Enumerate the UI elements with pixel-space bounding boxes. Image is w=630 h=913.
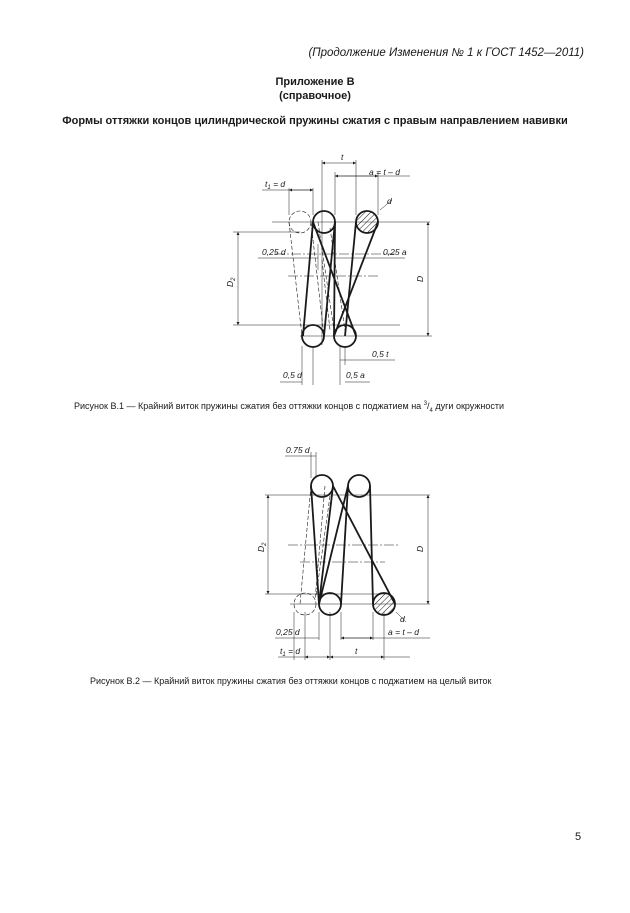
fig2-label-d: d [400, 614, 405, 624]
appendix-title: Приложение В [275, 76, 355, 88]
page-number: 5 [575, 831, 582, 843]
continuation-note: (Продолжение Изменения № 1 к ГОСТ 1452—2011) [308, 47, 584, 59]
section-title: Формы оттяжки концов цилиндрической пружины сжатия с правым направлением навивки [62, 115, 568, 127]
figure-1-caption: Рисунок В.1 — Крайний виток пружины сжатия без оттяжки концов с поджатием на $^3/_4$ дуги окружности [74, 401, 505, 414]
fig2-label-t1: $t_1 = d$ [280, 646, 301, 658]
fig1-label-025d: 0,25 d [262, 247, 286, 257]
fig2-label-075d: 0.75 d [286, 445, 310, 455]
fig2-label-t: t [355, 646, 358, 656]
figure-2-caption: Рисунок В.2 — Крайний виток пружины сжатия без оттяжки концов с поджатием на целый виток [90, 676, 492, 686]
fig1-label-D2: $D_2$ [225, 277, 237, 287]
fig1-label-d: d [387, 196, 392, 206]
fig2-top-circle-2 [348, 475, 370, 497]
figure-2-drawing [0, 430, 630, 680]
figure-1-drawing [0, 0, 630, 400]
fig2-label-D2: $D_2$ [256, 542, 268, 552]
fig1-label-a-eq: a = t – d [369, 167, 400, 177]
fig2-label-025d: 0,25 d [276, 627, 300, 637]
fig1-label-D: D [415, 275, 425, 282]
fig1-label-t1: $t_1 = d$ [265, 179, 286, 191]
fig2-label-a-eq: a = t – d [388, 627, 419, 637]
fig1-label-05a: 0,5 a [346, 370, 365, 380]
fig1-label-025a: 0,25 a [383, 247, 407, 257]
fig1-label-t: t [341, 152, 344, 162]
fig2-label-D: D [415, 545, 425, 552]
fig1-label-05d: 0,5 d [283, 370, 302, 380]
appendix-subtitle: (справочное) [279, 90, 351, 102]
fig1-label-05t: 0,5 t [372, 349, 389, 359]
